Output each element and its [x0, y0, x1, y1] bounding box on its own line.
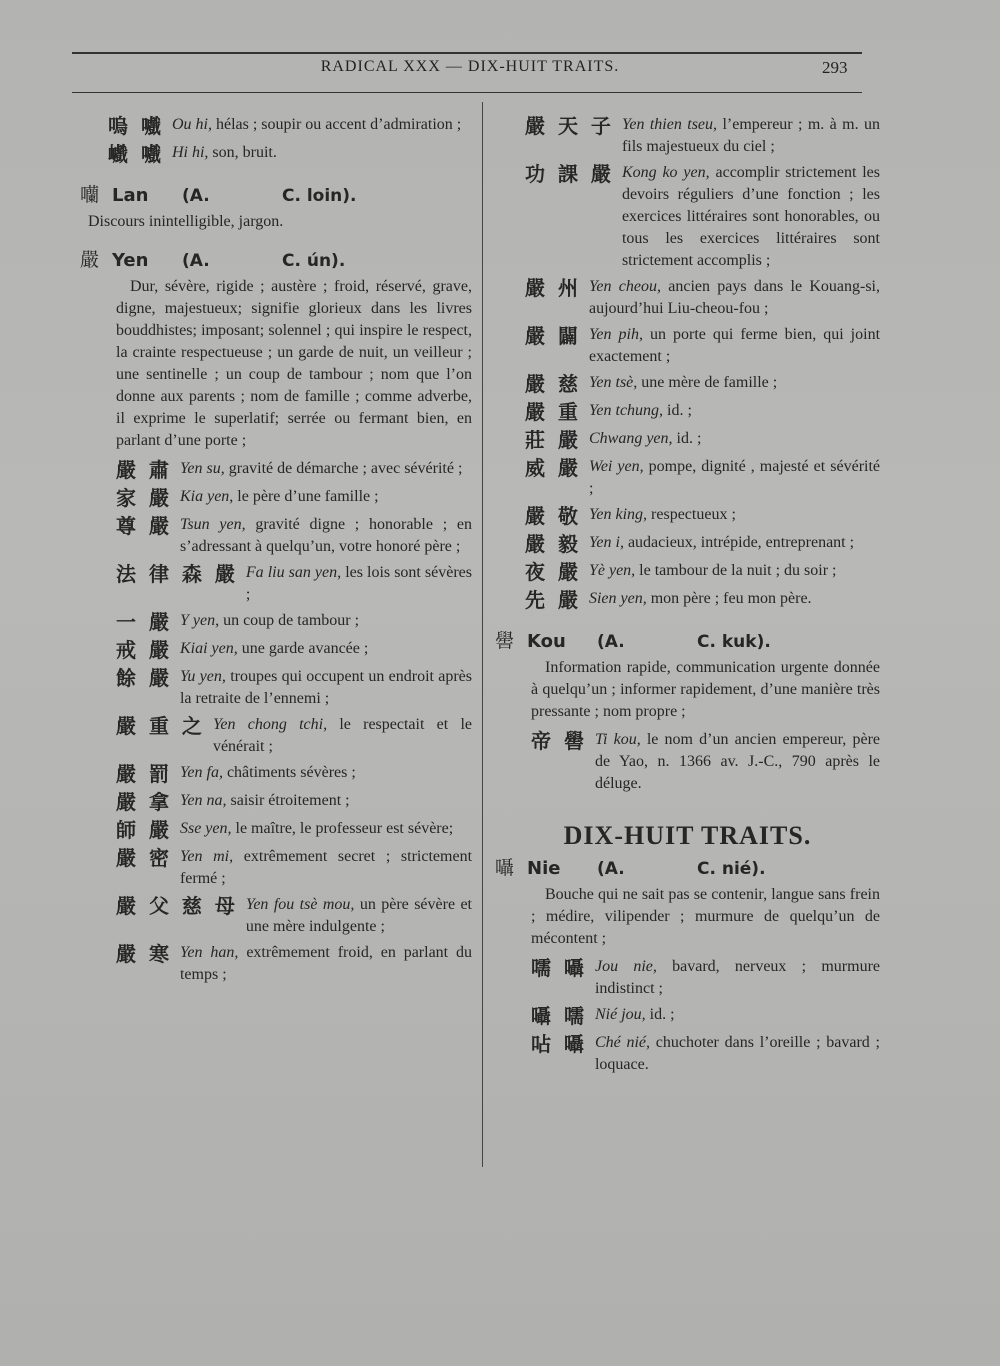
- romanization: Yen cheou,: [588, 278, 661, 295]
- gloss: un porte qui ferme bien, qui joint exactement ;: [588, 326, 881, 365]
- compound-chars: 餘 嚴: [116, 666, 172, 690]
- compound-entry: [80, 458, 472, 482]
- compound-entry: [80, 486, 472, 510]
- compound-chars: 威 嚴: [525, 456, 581, 480]
- romanization: Ti kou,: [594, 731, 641, 748]
- compound-chars: 嚴 密: [116, 846, 172, 870]
- compound-entry: [80, 114, 472, 138]
- compound-text: [180, 666, 472, 710]
- compound-entry: [495, 114, 880, 158]
- gloss: chuchoter dans l’oreille ; bavard ; loquace.: [594, 1034, 881, 1073]
- compound-chars: 師 嚴: [116, 818, 172, 842]
- gloss: le nom d’un ancien empereur, père de Yao, n. 1366 av. J.-C., 790 après le déluge.: [594, 731, 880, 792]
- compound-chars: 巇 嚱: [108, 142, 164, 166]
- compound-text: [180, 458, 472, 480]
- romanization: Yen i,: [588, 534, 624, 551]
- romanization: Jou nie,: [594, 958, 657, 975]
- compound-chars: 嚴 寒: [116, 942, 172, 966]
- gloss: ancien pays dans le Kouang-si, aujourd’hui Liu-cheou-fou ;: [588, 278, 880, 317]
- romanization: Yen na,: [179, 792, 227, 809]
- header-bottom-rule: [72, 92, 862, 93]
- gloss: une mère de famille ;: [641, 374, 778, 391]
- compound-chars: 先 嚴: [525, 588, 581, 612]
- compound-text: [589, 372, 880, 394]
- gloss: respectueux ;: [651, 506, 736, 523]
- compound-entry: [495, 532, 880, 556]
- compound-entry: [495, 372, 880, 396]
- compound-chars: 嚅 囁: [531, 956, 587, 980]
- header-top-rule: [72, 52, 862, 54]
- compound-text: [180, 486, 472, 508]
- gloss: id. ;: [649, 1006, 675, 1023]
- gloss: un père sévère et une mère indulgente ;: [245, 896, 473, 935]
- compound-chars: 嚴 重 之: [116, 714, 205, 738]
- compound-entry: [495, 1004, 880, 1028]
- romanization: Chwang yen,: [588, 430, 673, 447]
- compound-chars: 尊 嚴: [116, 514, 172, 538]
- compound-chars: 嚴 罰: [116, 762, 172, 786]
- gloss: accomplir strictement les devoirs réguliers d’une fonction ; les exercices littéraires sont honorables, ou tous les exercices littéraires sont strictement accomplis ;: [621, 164, 881, 269]
- compound-text: [589, 456, 880, 500]
- compound-text: [589, 588, 880, 610]
- gloss: extrêmement froid, en parlant du temps ;: [179, 944, 473, 983]
- compound-text: [213, 714, 472, 758]
- entry-heading-kou: [495, 630, 880, 653]
- compound-entry: [80, 942, 472, 986]
- section-title: DIX-HUIT TRAITS.: [563, 821, 812, 850]
- nie-compounds-list: [495, 956, 880, 1076]
- compound-entry: [80, 818, 472, 842]
- compound-text: [180, 762, 472, 784]
- compound-entry: [495, 1032, 880, 1076]
- head-character: 囒: [80, 184, 100, 206]
- romanization: Yè yen,: [588, 562, 636, 579]
- compound-entry: [495, 428, 880, 452]
- yen-compounds-continued: [495, 114, 880, 612]
- compound-text: [172, 142, 472, 164]
- page-number: 293: [822, 58, 848, 77]
- romanization: Sse yen,: [179, 820, 232, 837]
- compound-entry: [495, 588, 880, 612]
- compound-chars: 嚴 州: [525, 276, 581, 300]
- yen-compounds-list: [80, 458, 472, 986]
- head-romanization: Nie: [527, 858, 561, 879]
- compound-chars: 嚴 敬: [525, 504, 581, 528]
- head-character: 嚳: [495, 630, 515, 652]
- compound-chars: 囁 嚅: [531, 1004, 587, 1028]
- compound-text: [180, 846, 472, 890]
- compound-entry: [80, 562, 472, 606]
- compound-entry: [495, 400, 880, 424]
- kou-compounds-list: [495, 729, 880, 795]
- compound-entry: [80, 514, 472, 558]
- gloss: id. ;: [667, 402, 692, 419]
- compound-text: [589, 400, 880, 422]
- compound-chars: 嚴 慈: [525, 372, 581, 396]
- compound-entry: [495, 456, 880, 500]
- entry-heading-nie: [495, 857, 880, 880]
- compound-chars: 嚴 肅: [116, 458, 172, 482]
- compound-chars: 功 課 嚴: [525, 162, 614, 186]
- gloss: gravité de démarche ; avec sévérité ;: [228, 460, 463, 477]
- head-c-label: C. nié).: [697, 859, 766, 879]
- romanization: Yen thien tseu,: [621, 116, 718, 133]
- romanization: Yen king,: [588, 506, 648, 523]
- compound-entry: [495, 504, 880, 528]
- compound-text: [180, 638, 472, 660]
- gloss: l’empereur ; m. à m. un fils majestueux du ciel ;: [621, 116, 881, 155]
- left-top-compounds: [80, 114, 472, 166]
- compound-entry: [80, 666, 472, 710]
- compound-entry: [495, 956, 880, 1000]
- gloss: le maître, le professeur est sévère;: [235, 820, 454, 837]
- column-divider: [482, 102, 483, 1167]
- compound-text: [246, 562, 472, 606]
- head-c-label: C. kuk).: [697, 632, 771, 652]
- head-a-label: (A.: [182, 251, 210, 271]
- compound-entry: [80, 142, 472, 166]
- compound-chars: 嚴 拿: [116, 790, 172, 814]
- compound-chars: 家 嚴: [116, 486, 172, 510]
- compound-entry: [495, 560, 880, 584]
- romanization: Yu yen,: [179, 668, 226, 685]
- gloss: le père d’une famille ;: [237, 488, 379, 505]
- romanization: Yen fa,: [179, 764, 223, 781]
- compound-chars: 帝 嚳: [531, 729, 587, 753]
- romanization: Yen han,: [179, 944, 239, 961]
- romanization: Yen pih,: [588, 326, 643, 343]
- romanization: Kong ko yen,: [621, 164, 710, 181]
- compound-text: [595, 956, 880, 1000]
- compound-entry: [80, 790, 472, 814]
- compound-text: [595, 729, 880, 795]
- romanization: Yen fou tsè mou,: [245, 896, 355, 913]
- compound-text: [589, 504, 880, 526]
- compound-chars: 法 律 森 嚴: [116, 562, 238, 586]
- compound-text: [172, 114, 472, 136]
- compound-entry: [80, 610, 472, 634]
- compound-chars: 呫 囁: [531, 1032, 587, 1056]
- compound-entry: [495, 276, 880, 320]
- gloss: audacieux, intrépide, entreprenant ;: [627, 534, 855, 551]
- compound-text: [622, 114, 880, 158]
- romanization: Yen tsè,: [588, 374, 638, 391]
- romanization: Yen tchung,: [588, 402, 664, 419]
- entry-definition: Discours inintelligible, jargon.: [88, 213, 284, 230]
- romanization: Nié jou,: [594, 1006, 646, 1023]
- romanization: Sien yen,: [588, 590, 647, 607]
- compound-text: [246, 894, 472, 938]
- entry-definition: Dur, sévère, rigide ; austère ; froid, réservé, grave, digne, majestueux; signifie glorieux dans les livres bouddhistes; imposant; solennel ; qui inspire le respect, la crainte respectueuse ; un garde de nuit, un veilleur ; une sentinelle ; un coup de tambour ; nom que l’on donne aux parents ; nom de famille ; comme adverbe, il exprime le superlatif; serrée ou fermant bien, en parlant d’une porte ;: [116, 278, 472, 449]
- compound-chars: 一 嚴: [116, 610, 172, 634]
- compound-entry: [80, 846, 472, 890]
- head-romanization: Yen: [112, 250, 149, 271]
- gloss: le respectait et le vénérait ;: [212, 716, 472, 755]
- compound-entry: [495, 324, 880, 368]
- romanization: Yen chong tchi,: [212, 716, 328, 733]
- running-head: RADICAL XXX — DIX-HUIT TRAITS.: [320, 58, 620, 75]
- gloss: son, bruit.: [212, 144, 277, 161]
- gloss: châtiments sévères ;: [226, 764, 356, 781]
- head-a-label: (A.: [597, 632, 625, 652]
- compound-chars: 嚴 重: [525, 400, 581, 424]
- compound-text: [180, 514, 472, 558]
- entry-definition: Bouche qui ne sait pas se contenir, langue sans frein ; médire, vilipender ; murmure de quelqu’un de mécontent ;: [531, 886, 880, 947]
- head-romanization: Kou: [527, 631, 566, 652]
- romanization: Wei yen,: [588, 458, 644, 475]
- romanization: Ché nié,: [594, 1034, 651, 1051]
- gloss: gravité digne ; honorable ; en s’adressant à quelqu’un, votre honoré père ;: [179, 516, 473, 555]
- compound-text: [589, 324, 880, 368]
- entry-definition: Information rapide, communication urgente donnée à quelqu’un ; informer rapidement, d’une manière très pressante ; nom propre ;: [531, 659, 880, 720]
- entry-heading-yen: [80, 249, 472, 272]
- romanization: Yen su,: [179, 460, 225, 477]
- gloss: bavard, nerveux ; murmure indistinct ;: [594, 958, 881, 997]
- compound-text: [595, 1032, 880, 1076]
- head-character: 嚴: [80, 249, 100, 271]
- compound-text: [180, 818, 472, 840]
- gloss: saisir étroitement ;: [230, 792, 350, 809]
- compound-text: [589, 560, 880, 582]
- compound-chars: 嚴 闢: [525, 324, 581, 348]
- compound-chars: 嗚 嚱: [108, 114, 164, 138]
- head-romanization: Lan: [112, 185, 149, 206]
- compound-entry: [80, 894, 472, 938]
- compound-entry: [80, 714, 472, 758]
- gloss: une garde avancée ;: [241, 640, 369, 657]
- head-character: 囁: [495, 857, 515, 879]
- gloss: troupes qui occupent un endroit après la retraite de l’ennemi ;: [179, 668, 473, 707]
- romanization: Kia yen,: [179, 488, 234, 505]
- compound-chars: 戒 嚴: [116, 638, 172, 662]
- compound-chars: 夜 嚴: [525, 560, 581, 584]
- right-column: [495, 110, 880, 1080]
- compound-text: [589, 428, 880, 450]
- compound-text: [589, 276, 880, 320]
- gloss: id. ;: [676, 430, 702, 447]
- compound-text: [595, 1004, 880, 1026]
- compound-chars: 嚴 毅: [525, 532, 581, 556]
- gloss: le tambour de la nuit ; du soir ;: [639, 562, 837, 579]
- compound-chars: 嚴 天 子: [525, 114, 614, 138]
- gloss: pompe, dignité , majesté et sévérité ;: [588, 458, 881, 497]
- entry-heading-lan: [80, 184, 472, 207]
- gloss: hélas ; soupir ou accent d’admiration ;: [215, 116, 462, 133]
- head-c-label: C. ún).: [282, 251, 346, 271]
- gloss: extrêmement secret ; strictement fermé ;: [179, 848, 473, 887]
- compound-text: [180, 790, 472, 812]
- romanization: Hi hi,: [171, 144, 209, 161]
- romanization: Y yen,: [179, 612, 220, 629]
- left-column: [80, 110, 472, 990]
- compound-entry: [495, 162, 880, 272]
- compound-chars: 莊 嚴: [525, 428, 581, 452]
- compound-text: [589, 532, 880, 554]
- compound-entry: [80, 638, 472, 662]
- gloss: mon père ; feu mon père.: [650, 590, 812, 607]
- head-a-label: (A.: [182, 186, 210, 206]
- compound-chars: 嚴 父 慈 母: [116, 894, 238, 918]
- compound-text: [180, 610, 472, 632]
- gloss: un coup de tambour ;: [223, 612, 360, 629]
- compound-text: [180, 942, 472, 986]
- head-a-label: (A.: [597, 859, 625, 879]
- romanization: Fa liu san yen,: [245, 564, 342, 581]
- head-c-label: C. loin).: [282, 186, 357, 206]
- gloss: les lois sont sévères ;: [245, 564, 473, 603]
- romanization: Yen mi,: [179, 848, 234, 865]
- compound-entry: [80, 762, 472, 786]
- romanization: Tsun yen,: [179, 516, 246, 533]
- compound-text: [622, 162, 880, 272]
- romanization: Kiai yen,: [179, 640, 238, 657]
- romanization: Ou hi,: [171, 116, 212, 133]
- compound-entry: [495, 729, 880, 795]
